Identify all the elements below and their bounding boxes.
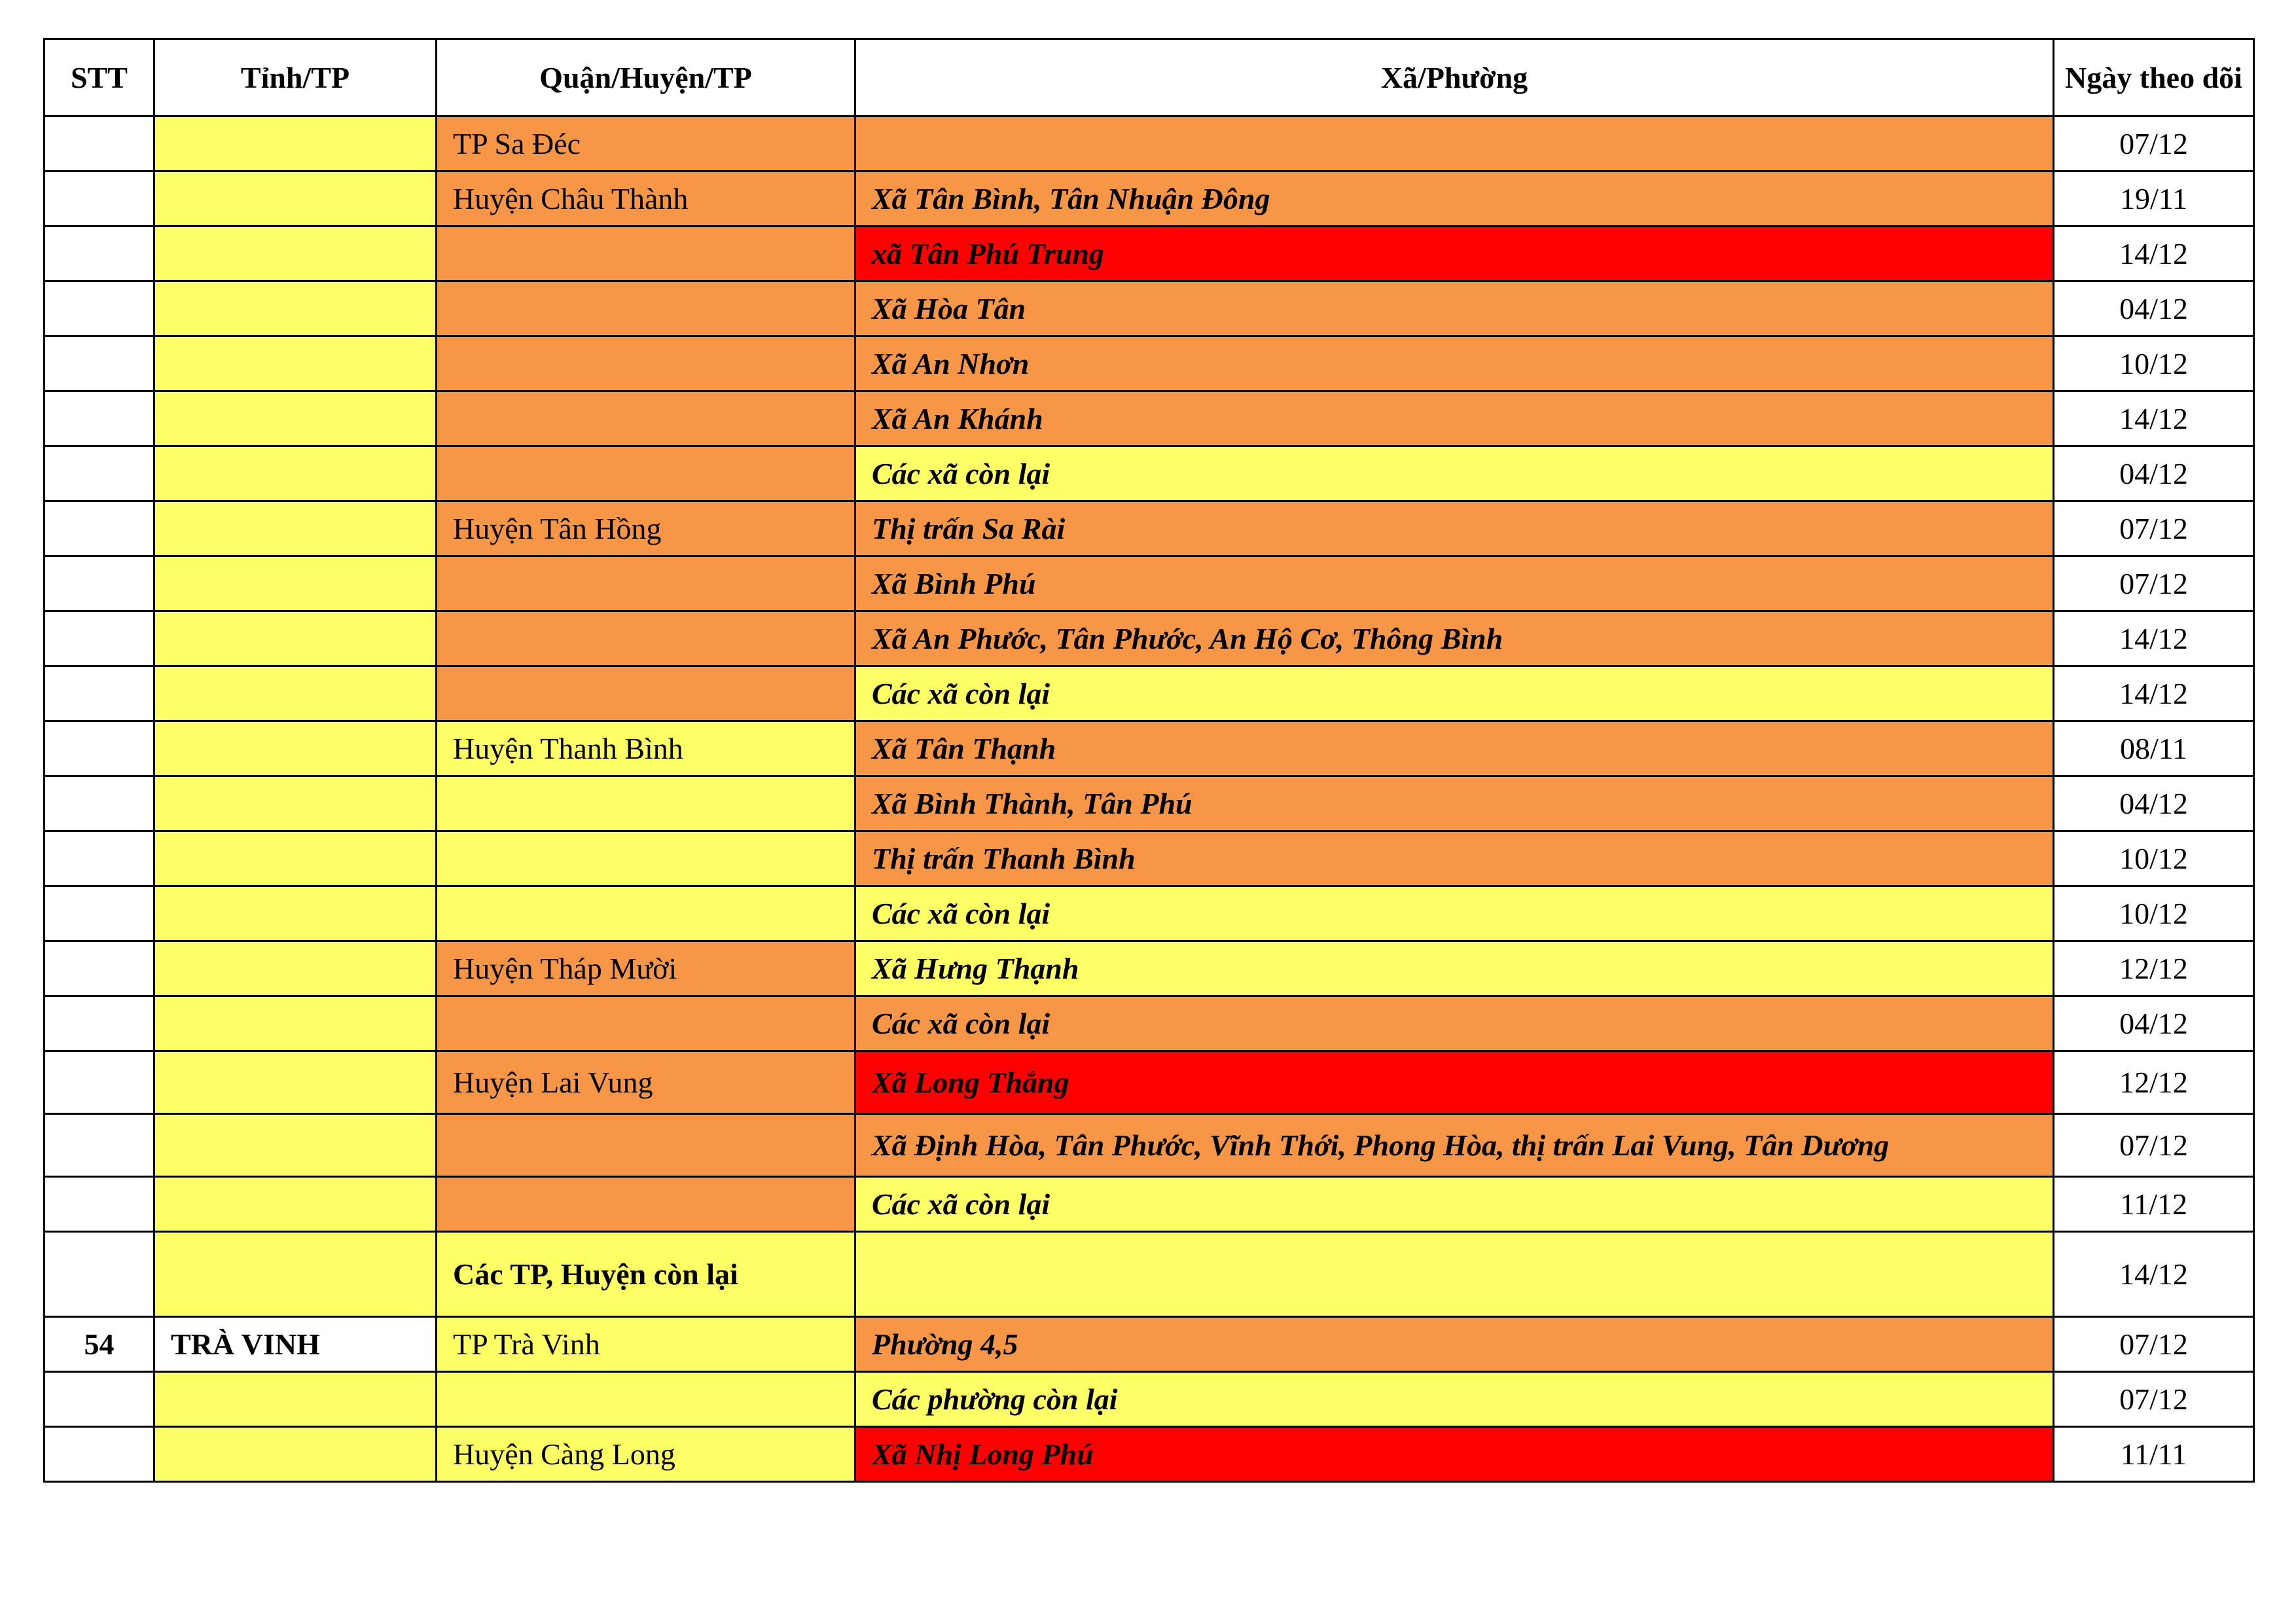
date-cell: 11/12 [2054,1177,2254,1232]
stt-cell [45,1232,154,1317]
district-cell [437,1177,855,1232]
province-cell [154,996,437,1051]
table-row [45,391,2254,446]
district-cell [437,776,855,831]
province-cell [154,831,437,886]
date-cell: 14/12 [2054,611,2254,666]
table-row [45,336,2254,391]
district-cell [437,281,855,336]
province-cell [154,1427,437,1482]
district-cell [437,886,855,941]
header-stt: STT [45,39,154,117]
stt-cell [45,611,154,666]
table-row [45,556,2254,611]
province-cell [154,501,437,556]
district-cell [437,336,855,391]
table-row [45,1427,2254,1482]
date-cell: 07/12 [2054,1317,2254,1372]
stt-cell [45,391,154,446]
date-cell: 07/12 [2054,556,2254,611]
province-cell [154,886,437,941]
province-cell [154,391,437,446]
province-cell [154,281,437,336]
province-cell [154,1051,437,1114]
stt-cell [45,941,154,996]
ward-cell: Xã Hưng Thạnh [855,941,2054,996]
table-row [45,281,2254,336]
table-row [45,171,2254,226]
date-cell: 04/12 [2054,446,2254,501]
table-row [45,776,2254,831]
province-cell [154,336,437,391]
district-cell: Huyện Châu Thành [437,171,855,226]
province-cell [154,1232,437,1317]
date-cell: 14/12 [2054,1232,2254,1317]
ward-cell: Xã Long Thắng [855,1051,2054,1114]
header-province: Tỉnh/TP [154,39,437,117]
date-cell: 04/12 [2054,776,2254,831]
province-cell [154,117,437,171]
stt-cell [45,281,154,336]
stt-cell [45,666,154,721]
ward-cell: Xã Nhị Long Phú [855,1427,2054,1482]
stt-cell [45,171,154,226]
table-row [45,1051,2254,1114]
province-cell [154,1114,437,1177]
district-cell [437,831,855,886]
table-row [45,666,2254,721]
header-ward: Xã/Phường [855,39,2054,117]
ward-cell: Các xã còn lại [855,666,2054,721]
monitoring-table [43,38,2255,1483]
stt-cell [45,776,154,831]
table-row [45,831,2254,886]
header-date: Ngày theo dõi [2054,39,2254,117]
district-cell [437,996,855,1051]
table-row [45,886,2254,941]
province-cell: TRÀ VINH [154,1317,437,1372]
table-row [45,1177,2254,1232]
stt-cell [45,831,154,886]
district-cell [437,556,855,611]
district-cell: TP Trà Vinh [437,1317,855,1372]
stt-cell [45,1051,154,1114]
table-row [45,117,2254,171]
province-cell [154,776,437,831]
district-cell: TP Sa Đéc [437,117,855,171]
province-cell [154,941,437,996]
date-cell: 14/12 [2054,391,2254,446]
date-cell: 12/12 [2054,1051,2254,1114]
table-row [45,1372,2254,1427]
district-cell [437,611,855,666]
date-cell: 11/11 [2054,1427,2254,1482]
stt-cell [45,556,154,611]
ward-cell: Thị trấn Thanh Bình [855,831,2054,886]
ward-cell: xã Tân Phú Trung [855,226,2054,281]
date-cell: 10/12 [2054,336,2254,391]
stt-cell [45,501,154,556]
district-cell: Huyện Thanh Bình [437,721,855,776]
table-row [45,446,2254,501]
district-cell: Huyện Tân Hồng [437,501,855,556]
stt-cell [45,226,154,281]
district-cell: Huyện Tháp Mười [437,941,855,996]
date-cell: 04/12 [2054,996,2254,1051]
ward-cell: Các phường còn lại [855,1372,2054,1427]
ward-cell: Các xã còn lại [855,446,2054,501]
table-row [45,996,2254,1051]
district-cell [437,666,855,721]
stt-cell [45,336,154,391]
date-cell: 04/12 [2054,281,2254,336]
ward-cell: Thị trấn Sa Rài [855,501,2054,556]
date-cell: 12/12 [2054,941,2254,996]
stt-cell [45,1427,154,1482]
date-cell: 07/12 [2054,117,2254,171]
province-cell [154,446,437,501]
stt-cell: 54 [45,1317,154,1372]
district-cell: Các TP, Huyện còn lại [437,1232,855,1317]
date-cell: 19/11 [2054,171,2254,226]
date-cell: 07/12 [2054,1372,2254,1427]
date-cell: 14/12 [2054,226,2254,281]
ward-cell: Phường 4,5 [855,1317,2054,1372]
stt-cell [45,721,154,776]
ward-cell: Xã Hòa Tân [855,281,2054,336]
district-cell: Huyện Càng Long [437,1427,855,1482]
district-cell: Huyện Lai Vung [437,1051,855,1114]
table-row [45,1232,2254,1317]
stt-cell [45,117,154,171]
province-cell [154,171,437,226]
province-cell [154,226,437,281]
province-cell [154,1372,437,1427]
province-cell [154,1177,437,1232]
ward-cell: Các xã còn lại [855,996,2054,1051]
district-cell [437,391,855,446]
date-cell: 08/11 [2054,721,2254,776]
ward-cell: Xã Tân Thạnh [855,721,2054,776]
table-row [45,611,2254,666]
stt-cell [45,996,154,1051]
ward-cell: Xã Bình Phú [855,556,2054,611]
ward-cell: Xã Bình Thành, Tân Phú [855,776,2054,831]
table-row [45,226,2254,281]
date-cell: 10/12 [2054,886,2254,941]
date-cell: 07/12 [2054,501,2254,556]
district-cell [437,226,855,281]
stt-cell [45,1177,154,1232]
province-cell [154,556,437,611]
ward-cell [855,1232,2054,1317]
date-cell: 14/12 [2054,666,2254,721]
district-cell [437,1372,855,1427]
ward-cell: Xã Tân Bình, Tân Nhuận Đông [855,171,2054,226]
table-row [45,941,2254,996]
ward-cell: Các xã còn lại [855,886,2054,941]
ward-cell: Xã An Nhơn [855,336,2054,391]
stt-cell [45,1372,154,1427]
table-row [45,1317,2254,1372]
stt-cell [45,886,154,941]
province-cell [154,611,437,666]
ward-cell: Các xã còn lại [855,1177,2054,1232]
district-cell [437,1114,855,1177]
district-cell [437,446,855,501]
ward-cell: Xã Định Hòa, Tân Phước, Vĩnh Thới, Phong Hòa, thị trấn Lai Vung, Tân Dương [855,1114,2054,1177]
ward-cell: Xã An Phước, Tân Phước, An Hộ Cơ, Thông Bình [855,611,2054,666]
date-cell: 10/12 [2054,831,2254,886]
ward-cell: Xã An Khánh [855,391,2054,446]
province-cell [154,721,437,776]
stt-cell [45,446,154,501]
date-cell: 07/12 [2054,1114,2254,1177]
province-cell [154,666,437,721]
table-row [45,721,2254,776]
table-row [45,1114,2254,1177]
header-row [45,39,2254,117]
header-district: Quận/Huyện/TP [437,39,855,117]
table-row [45,501,2254,556]
ward-cell [855,117,2054,171]
stt-cell [45,1114,154,1177]
